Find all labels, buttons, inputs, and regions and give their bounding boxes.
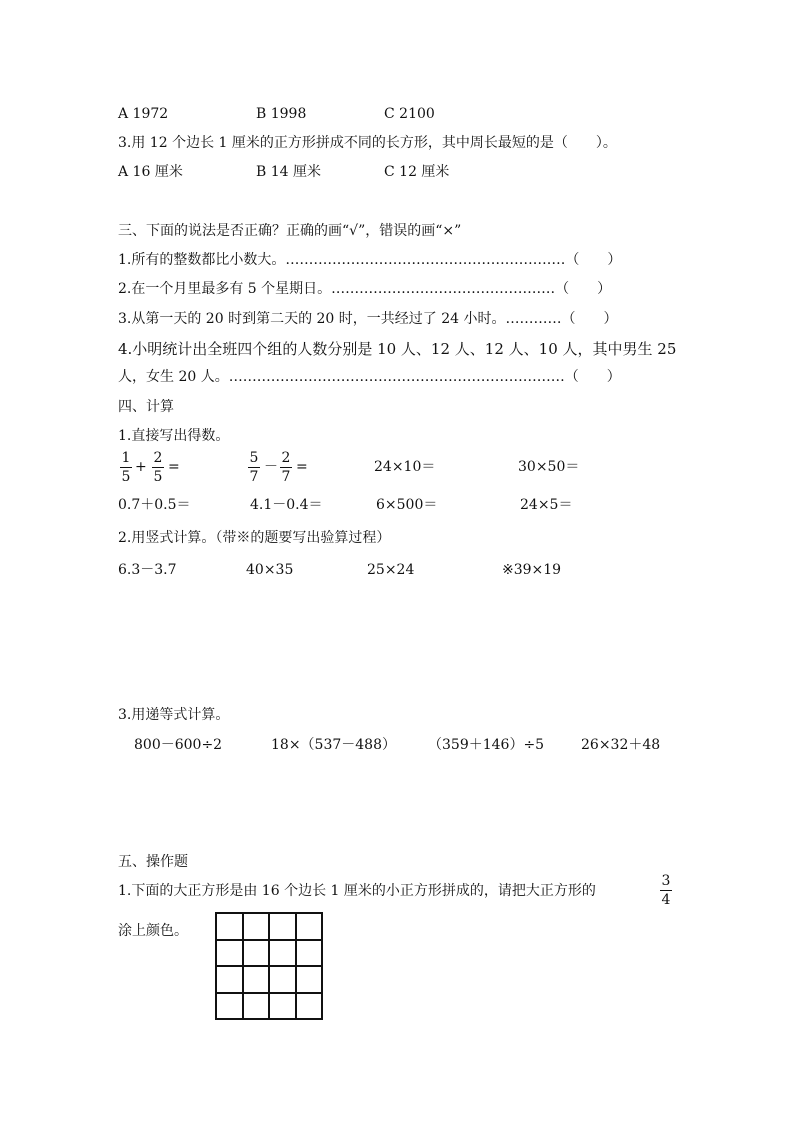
grid-cell[interactable] — [216, 993, 243, 1020]
square-grid[interactable] — [215, 912, 323, 1020]
grid-cell[interactable] — [269, 993, 296, 1020]
grid-cell[interactable] — [269, 913, 296, 940]
grid-cell[interactable] — [243, 966, 270, 993]
section-3-title: 三、下面的说法是否正确？正确的画“√”，错误的画“×” — [118, 223, 462, 239]
grid-cell[interactable] — [216, 940, 243, 967]
equals: = — [168, 459, 180, 475]
vertical-calc: 40×35 — [246, 562, 294, 578]
subquestion-3: 3.用递等式计算。 — [118, 707, 230, 723]
option-c: C 2100 — [384, 106, 435, 122]
grid-cell[interactable] — [296, 993, 323, 1020]
vertical-calc: ※39×19 — [502, 562, 562, 578]
subquestion-1: 1.直接写出得数。 — [118, 428, 230, 444]
stepwise-calc: 18×（537－488） — [271, 737, 396, 753]
grid-cell[interactable] — [243, 940, 270, 967]
fraction: 2 5 — [153, 450, 163, 485]
oral-calc: 24×5＝ — [520, 497, 573, 513]
fraction: 5 7 — [249, 450, 259, 485]
stepwise-calc: 26×32＋48 — [581, 737, 661, 753]
option-c: C 12 厘米 — [384, 164, 450, 180]
question-3: 3.用 12 个边长 1 厘米的正方形拼成不同的长方形，其中周长最短的是（ ）。 — [118, 135, 617, 151]
grid-cell[interactable] — [269, 966, 296, 993]
oral-calc: 30×50＝ — [518, 459, 580, 475]
grid-cell[interactable] — [243, 993, 270, 1020]
grid-cell[interactable] — [216, 913, 243, 940]
option-b: B 1998 — [256, 106, 307, 122]
operator: + — [135, 459, 147, 475]
judge-item: 4.小明统计出全班四个组的人数分别是 10 人、12 人、12 人、10 人，其中男生 25 — [118, 340, 677, 358]
stepwise-calc: 800－600÷2 — [134, 737, 223, 753]
oral-calc: 4.1－0.4＝ — [250, 497, 323, 513]
vertical-calc: 25×24 — [367, 562, 415, 578]
vertical-calc: 6.3－3.7 — [118, 562, 177, 578]
option-a: A 1972 — [118, 106, 169, 122]
grid-cell[interactable] — [296, 966, 323, 993]
fraction: 1 5 — [121, 450, 131, 485]
fraction: 3 4 — [661, 873, 671, 908]
equals: = — [296, 459, 308, 475]
option-b: B 14 厘米 — [256, 164, 322, 180]
grid-cell[interactable] — [269, 940, 296, 967]
stepwise-calc: （359＋146）÷5 — [428, 737, 545, 753]
grid-cell[interactable] — [296, 913, 323, 940]
operator: － — [264, 459, 278, 475]
oral-calc: 6×500＝ — [376, 497, 438, 513]
oral-calc: 0.7＋0.5＝ — [118, 497, 191, 513]
fraction: 2 7 — [281, 450, 291, 485]
grid-cell[interactable] — [296, 940, 323, 967]
operation-question: 1.下面的大正方形是由 16 个边长 1 厘米的小正方形拼成的，请把大正方形的 — [118, 883, 596, 899]
grid-cell[interactable] — [243, 913, 270, 940]
grid-cell[interactable] — [216, 966, 243, 993]
judge-item: 2.在一个月里最多有 5 个星期日。…………………………………………（ ） — [118, 281, 612, 297]
oral-calc: 24×10＝ — [374, 459, 436, 475]
judge-item: 3.从第一天的 20 时到第二天的 20 时，一共经过了 24 小时。…………（ ） — [118, 311, 618, 327]
judge-item-cont: 人，女生 20 人。………………………………………………………………（ ） — [118, 369, 621, 385]
section-4-title: 四、计算 — [118, 399, 174, 415]
operation-question-cont: 涂上颜色。 — [118, 923, 188, 939]
section-5-title: 五、操作题 — [118, 854, 188, 870]
subquestion-2: 2.用竖式计算。（带※的题要写出验算过程） — [118, 530, 391, 546]
judge-item: 1.所有的整数都比小数大。……………………………………………………（ ） — [118, 252, 622, 268]
option-a: A 16 厘米 — [118, 164, 183, 180]
